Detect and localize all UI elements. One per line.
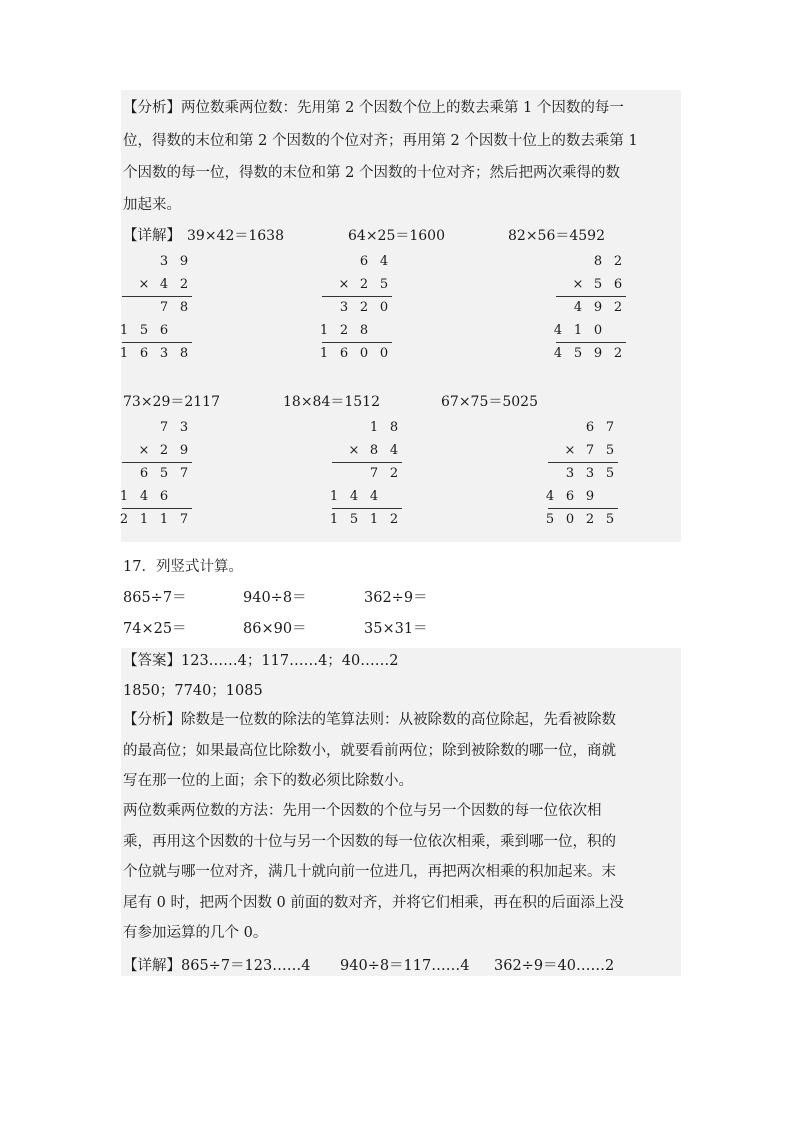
calc-digit: 2	[119, 512, 129, 527]
calc-digit: 1	[119, 489, 129, 504]
calc-row	[116, 417, 206, 440]
question-17-item: 940÷8＝	[243, 590, 307, 606]
calc-digit: ×	[348, 443, 360, 458]
calc-digit: 1	[573, 323, 583, 338]
calc-digit: 2	[359, 277, 369, 292]
analysis2-line-7: 尾有 0 时，把两个因数 0 前面的数对齐，并将它们相乘，再在积的后面添上没	[123, 895, 624, 911]
calc-digit: 0	[379, 300, 389, 315]
analysis2-line-5: 乘，再用这个因数的十位与另一个因数的每一位依次相乘，乘到哪一位，积的	[123, 834, 616, 850]
calc-row	[116, 343, 206, 366]
question-17-item: 865÷7＝	[123, 590, 187, 606]
calc-row	[326, 440, 416, 463]
equation-4: 73×29＝2117	[123, 394, 220, 410]
calc-digit: 6	[339, 346, 349, 361]
analysis-line-4: 加起来。	[123, 197, 181, 213]
calc-row	[116, 440, 206, 463]
calc-digit: 4	[553, 323, 563, 338]
calc-digit: 1	[369, 512, 379, 527]
calc-digit: 4	[573, 300, 583, 315]
calc-digit: 3	[159, 254, 169, 269]
calc-rule	[332, 508, 402, 509]
answer-line-1: 【答案】123……4；117……4；40……2	[123, 653, 399, 669]
calc-digit: 3	[565, 466, 575, 481]
calc-digit: 2	[613, 346, 623, 361]
calc-digit: 9	[593, 346, 603, 361]
question-17-item: 35×31＝	[364, 621, 428, 637]
calc-row	[316, 320, 406, 343]
calc-digit: ×	[138, 443, 150, 458]
calc-digit: 8	[179, 346, 189, 361]
question-17-item: 86×90＝	[243, 621, 307, 637]
detail2-part-1: 【详解】865÷7＝123……4	[123, 958, 311, 974]
calc-digit: 8	[389, 420, 399, 435]
calc-digit: 4	[139, 489, 149, 504]
answer-line-2: 1850；7740；1085	[123, 683, 263, 699]
calc-row	[316, 251, 406, 274]
calc-digit: 0	[593, 323, 603, 338]
calc-digit: 1	[119, 346, 129, 361]
detail-label: 【详解】	[123, 228, 181, 244]
analysis2-line-1: 【分析】除数是一位数的除法的笔算法则：从被除数的高位除起，先看被除数	[123, 712, 616, 728]
vertical-calc-1	[116, 251, 206, 366]
question-17-item: 362÷9＝	[364, 590, 428, 606]
calc-digit: 3	[339, 300, 349, 315]
calc-digit: 5	[605, 512, 615, 527]
calc-digit: 5	[605, 466, 615, 481]
calc-rule	[122, 296, 192, 297]
calc-digit: 6	[565, 489, 575, 504]
calc-digit: 6	[139, 346, 149, 361]
calc-rule	[556, 342, 626, 343]
calc-row	[542, 440, 632, 463]
calc-digit: ×	[572, 277, 584, 292]
calc-row	[316, 297, 406, 320]
calc-digit: 6	[159, 489, 169, 504]
calc-row	[116, 463, 206, 486]
calc-digit: 0	[379, 346, 389, 361]
calc-digit: ×	[338, 277, 350, 292]
calc-digit: 9	[593, 300, 603, 315]
equation-5: 18×84＝1512	[283, 394, 380, 410]
calc-digit: 8	[359, 323, 369, 338]
calc-digit: 1	[159, 512, 169, 527]
analysis-line-3: 个因数的每一位，得数的末位和第 2 个因数的十位对齐；然后把两次乘得的数	[123, 165, 620, 181]
calc-row	[550, 297, 640, 320]
calc-row	[326, 417, 416, 440]
equation-3: 82×56＝4592	[508, 228, 605, 244]
equation-2: 64×25＝1600	[348, 228, 445, 244]
calc-digit: 2	[389, 466, 399, 481]
calc-rule	[322, 296, 392, 297]
calc-digit: ×	[138, 277, 150, 292]
calc-digit: 4	[379, 254, 389, 269]
calc-row	[550, 274, 640, 297]
calc-row	[326, 463, 416, 486]
calc-digit: 3	[585, 466, 595, 481]
calc-digit: 5	[593, 277, 603, 292]
calc-digit: 3	[179, 420, 189, 435]
calc-row	[116, 251, 206, 274]
calc-digit: 1	[319, 346, 329, 361]
calc-digit: 9	[179, 443, 189, 458]
vertical-calc-3	[550, 251, 640, 366]
calc-digit: 5	[605, 443, 615, 458]
calc-row	[326, 509, 416, 532]
calc-digit: 7	[585, 443, 595, 458]
calc-row	[542, 463, 632, 486]
vertical-calc-4	[116, 417, 206, 532]
vertical-calc-2	[316, 251, 406, 366]
calc-digit: 7	[159, 420, 169, 435]
calc-digit: 5	[545, 512, 555, 527]
calc-digit: 2	[389, 512, 399, 527]
calc-row	[316, 274, 406, 297]
calc-digit: 4	[553, 346, 563, 361]
calc-row	[542, 509, 632, 532]
calc-digit: 8	[369, 443, 379, 458]
calc-digit: 2	[613, 254, 623, 269]
calc-row	[316, 343, 406, 366]
calc-row	[542, 486, 632, 509]
analysis2-line-3: 写在那一位的上面；余下的数必须比除数小。	[123, 773, 413, 789]
calc-row	[116, 274, 206, 297]
calc-digit: 8	[593, 254, 603, 269]
calc-digit: 1	[329, 512, 339, 527]
calc-digit: 1	[139, 512, 149, 527]
analysis-line-1: 【分析】两位数乘两位数：先用第 2 个因数个位上的数去乘第 1 个因数的每一	[123, 100, 624, 116]
calc-digit: 8	[179, 300, 189, 315]
calc-digit: 6	[585, 420, 595, 435]
calc-rule	[332, 462, 402, 463]
equation-1: 39×42＝1638	[187, 228, 284, 244]
calc-digit: 5	[139, 323, 149, 338]
calc-digit: 1	[319, 323, 329, 338]
calc-digit: 6	[159, 323, 169, 338]
calc-digit: 2	[339, 323, 349, 338]
calc-row	[116, 320, 206, 343]
calc-digit: 9	[179, 254, 189, 269]
calc-digit: 1	[369, 420, 379, 435]
calc-row	[550, 343, 640, 366]
calc-row	[116, 486, 206, 509]
vertical-calc-6	[542, 417, 632, 532]
calc-digit: ×	[564, 443, 576, 458]
analysis2-line-8: 有参加运算的几个 0。	[123, 925, 268, 941]
calc-rule	[122, 342, 192, 343]
calc-digit: 2	[613, 300, 623, 315]
calc-digit: 4	[159, 277, 169, 292]
calc-digit: 7	[369, 466, 379, 481]
calc-rule	[548, 508, 618, 509]
analysis2-line-6: 个位就与哪一位对齐，满几十就向前一位进几，再把两次相乘的积加起来。末	[123, 864, 616, 880]
calc-digit: 2	[159, 443, 169, 458]
calc-row	[550, 320, 640, 343]
calc-digit: 2	[359, 300, 369, 315]
calc-digit: 0	[359, 346, 369, 361]
question-17-item: 74×25＝	[123, 621, 187, 637]
calc-rule	[122, 462, 192, 463]
calc-digit: 1	[119, 323, 129, 338]
calc-row	[550, 251, 640, 274]
detail2-part-3: 362÷9＝40……2	[494, 958, 615, 974]
calc-row	[116, 297, 206, 320]
calc-digit: 5	[573, 346, 583, 361]
calc-digit: 2	[179, 277, 189, 292]
calc-rule	[548, 462, 618, 463]
calc-row	[542, 417, 632, 440]
analysis2-line-4: 两位数乘两位数的方法：先用一个因数的个位与另一个因数的每一位依次相	[123, 803, 602, 819]
calc-digit: 4	[369, 489, 379, 504]
vertical-calc-5	[326, 417, 416, 532]
analysis-line-2: 位，得数的末位和第 2 个因数的个位对齐；再用第 2 个因数十位上的数去乘第 1	[123, 133, 638, 149]
calc-rule	[556, 296, 626, 297]
calc-digit: 9	[585, 489, 595, 504]
calc-rule	[322, 342, 392, 343]
calc-digit: 4	[349, 489, 359, 504]
calc-digit: 6	[613, 277, 623, 292]
calc-digit: 6	[139, 466, 149, 481]
calc-digit: 7	[605, 420, 615, 435]
calc-digit: 5	[349, 512, 359, 527]
equation-6: 67×75＝5025	[441, 394, 538, 410]
calc-digit: 1	[329, 489, 339, 504]
calc-digit: 5	[159, 466, 169, 481]
question-17-title: 17．列竖式计算。	[123, 559, 243, 575]
calc-digit: 3	[159, 346, 169, 361]
calc-digit: 6	[359, 254, 369, 269]
calc-digit: 7	[159, 300, 169, 315]
calc-digit: 7	[179, 466, 189, 481]
calc-rule	[122, 508, 192, 509]
analysis2-line-2: 的最高位；如果最高位比除数小，就要看前两位；除到被除数的哪一位，商就	[123, 743, 616, 759]
detail2-part-2: 940÷8＝117……4	[340, 958, 470, 974]
calc-digit: 5	[379, 277, 389, 292]
calc-row	[116, 509, 206, 532]
calc-digit: 4	[545, 489, 555, 504]
calc-digit: 7	[179, 512, 189, 527]
calc-digit: 0	[565, 512, 575, 527]
calc-row	[326, 486, 416, 509]
calc-digit: 4	[389, 443, 399, 458]
calc-digit: 2	[585, 512, 595, 527]
